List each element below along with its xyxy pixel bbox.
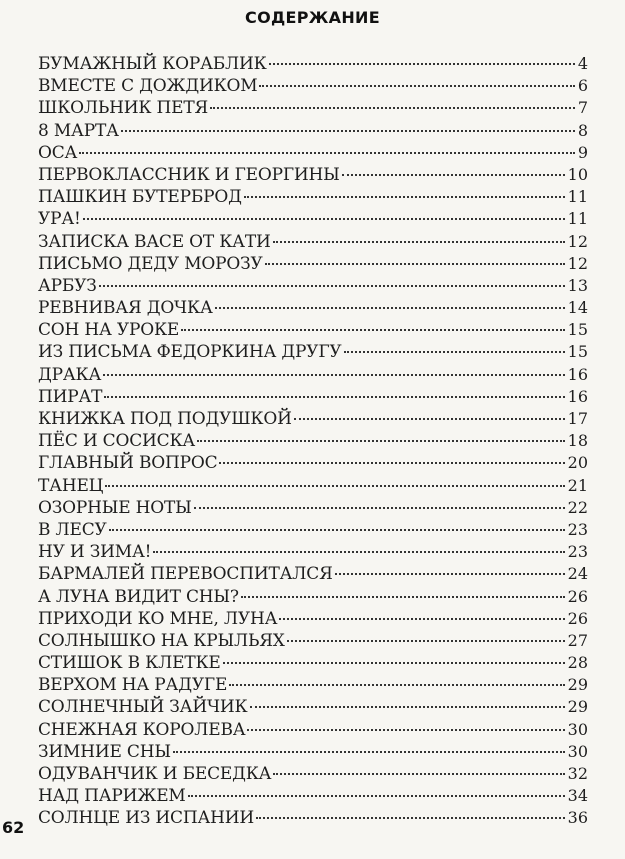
toc-entry-page: 26 (567, 608, 588, 628)
toc-entry-page: 26 (567, 586, 588, 606)
dot-leader (244, 196, 565, 198)
toc-entry-title: СОЛНЦЕ ИЗ ИСПАНИИ (38, 808, 255, 829)
dot-leader (250, 706, 565, 708)
contents-heading: СОДЕРЖАНИЕ (245, 8, 380, 27)
toc-entry (38, 807, 588, 829)
toc-entry-title: ЗИМНИЕ СНЫ (38, 741, 171, 762)
toc-entry-title: УРА! (38, 209, 81, 230)
dot-leader (287, 640, 565, 642)
toc-entry (38, 386, 588, 408)
toc-entry-page: 21 (567, 475, 588, 495)
dot-leader (223, 662, 565, 664)
dot-leader (215, 307, 565, 309)
dot-leader (210, 107, 575, 109)
toc-entry-title: ОСА (38, 142, 78, 163)
toc-entry-title: ИЗ ПИСЬМА ФЕДОРКИНА ДРУГУ (38, 342, 342, 363)
toc-entry-title: НАД ПАРИЖЕМ (38, 786, 186, 807)
dot-leader (188, 795, 565, 797)
toc-entry-page: 22 (567, 497, 588, 517)
toc-entry-title: ДРАКА (38, 364, 102, 385)
toc-entry-page: 23 (567, 542, 588, 562)
toc-entry-page: 15 (567, 320, 588, 340)
toc-entry-page: 7 (577, 98, 588, 118)
dot-leader (259, 85, 574, 87)
toc-entry-title: СОЛНЫШКО НА КРЫЛЬЯХ (38, 630, 285, 651)
dot-leader (247, 729, 564, 731)
toc-entry-page: 16 (567, 386, 588, 406)
dot-leader (344, 351, 565, 353)
toc-entry-page: 18 (567, 431, 588, 451)
toc-entry-title: НУ И ЗИМА! (38, 542, 152, 563)
toc-entry-page: 28 (567, 653, 588, 673)
toc-entry (38, 586, 588, 608)
toc-entry (38, 97, 588, 119)
toc-entry (38, 652, 588, 674)
dot-leader (181, 329, 565, 331)
toc-entry (38, 75, 588, 97)
toc-entry (38, 674, 588, 696)
dot-leader (173, 751, 565, 753)
toc-entry (38, 763, 588, 785)
toc-entry-title: БАРМАЛЕЙ ПЕРЕВОСПИТАЛСЯ (38, 564, 333, 585)
toc-entry-title: ПЕРВОКЛАССНИК И ГЕОРГИНЫ (38, 164, 340, 185)
toc-entry-title: ЗАПИСКА ВАСЕ ОТ КАТИ (38, 231, 271, 252)
dot-leader (197, 440, 565, 442)
dot-leader (109, 529, 565, 531)
toc-entry-title: СОЛНЕЧНЫЙ ЗАЙЧИК (38, 697, 248, 718)
toc-entry-page: 4 (577, 54, 588, 73)
toc-entry-page: 17 (567, 409, 588, 428)
dot-leader (241, 596, 565, 598)
toc-entry-page: 30 (567, 719, 588, 739)
toc-entry-page: 10 (567, 164, 588, 184)
toc-entry-title: В ЛЕСУ (38, 519, 107, 540)
toc-entry-title: ОДУВАНЧИК И БЕСЕДКА (38, 764, 272, 784)
toc-entry-page: 16 (567, 364, 588, 384)
dot-leader (83, 218, 565, 220)
toc-entry-page: 29 (567, 675, 588, 695)
toc-entry-page: 11 (567, 187, 588, 207)
toc-entry-page: 24 (567, 564, 588, 584)
dot-leader (105, 485, 564, 487)
toc-entry-page: 20 (567, 453, 588, 473)
toc-entry-title: КНИЖКА ПОД ПОДУШКОЙ (38, 409, 292, 429)
toc-entry-title: СТИШОК В КЛЕТКЕ (38, 653, 221, 674)
dot-leader (121, 130, 575, 132)
toc-entry-page: 9 (577, 142, 588, 162)
toc-entry-page: 32 (567, 764, 588, 783)
toc-entry-page: 6 (577, 76, 588, 96)
toc-entry (38, 142, 588, 164)
toc-entry (38, 696, 588, 718)
toc-entry-title: ГЛАВНЫЙ ВОПРОС (38, 453, 218, 474)
page-number: 62 (2, 818, 25, 837)
dot-leader (256, 817, 565, 819)
toc-entry-page: 34 (567, 786, 588, 806)
dot-leader (265, 263, 565, 265)
toc-entry (38, 475, 588, 497)
toc-entry (38, 297, 588, 319)
toc-entry-page: 27 (567, 630, 588, 650)
toc-entry (38, 120, 588, 142)
toc-entry (38, 164, 588, 186)
dot-leader (103, 374, 564, 376)
toc-entry-title: ПРИХОДИ КО МНЕ, ЛУНА (38, 608, 278, 629)
toc-entry-title: СОН НА УРОКЕ (38, 320, 180, 341)
toc-entry-page: 29 (567, 697, 588, 717)
table-of-contents (38, 53, 588, 830)
toc-entry-title: ТАНЕЦ (38, 475, 104, 496)
toc-entry (38, 497, 588, 519)
dot-leader (104, 396, 564, 398)
toc-entry (38, 275, 588, 297)
toc-entry (38, 253, 588, 275)
toc-entry-title: ПЁС И СОСИСКА (38, 431, 196, 452)
toc-entry-title: 8 МАРТА (38, 120, 119, 141)
dot-leader (273, 241, 565, 243)
toc-entry (38, 608, 588, 630)
toc-entry-title: ОЗОРНЫЕ НОТЫ (38, 497, 192, 518)
dot-leader (273, 773, 564, 775)
toc-entry-page: 15 (567, 342, 588, 362)
toc-entry (38, 430, 588, 452)
toc-entry (38, 630, 588, 652)
toc-entry (38, 452, 588, 474)
toc-entry-page: 12 (567, 231, 588, 251)
dot-leader (335, 573, 565, 575)
toc-entry-title: ПИСЬМО ДЕДУ МОРОЗУ (38, 253, 263, 274)
dot-leader (99, 285, 565, 287)
toc-entry-title: СНЕЖНАЯ КОРОЛЕВА (38, 719, 246, 740)
toc-entry (38, 785, 588, 807)
toc-entry (38, 519, 588, 541)
toc-entry (38, 53, 588, 75)
dot-leader (342, 174, 565, 176)
toc-entry-title: ПИРАТ (38, 386, 103, 407)
toc-entry-page: 8 (577, 120, 588, 140)
dot-leader (194, 507, 565, 509)
toc-entry (38, 231, 588, 253)
toc-entry-page: 23 (567, 519, 588, 539)
dot-leader (294, 418, 565, 420)
toc-entry (38, 341, 588, 363)
dot-leader (219, 462, 564, 464)
dot-leader (153, 551, 564, 553)
toc-entry (38, 719, 588, 741)
toc-entry-title: ШКОЛЬНИК ПЕТЯ (38, 98, 209, 119)
toc-entry-title: ВМЕСТЕ С ДОЖДИКОМ (38, 76, 258, 97)
toc-entry-title: БУМАЖНЫЙ КОРАБЛИК (38, 54, 267, 74)
toc-entry-title: АРБУЗ (38, 275, 97, 296)
toc-entry (38, 563, 588, 585)
toc-entry-page: 14 (567, 298, 588, 318)
toc-entry-page: 11 (567, 209, 588, 229)
toc-entry (38, 541, 588, 563)
dot-leader (229, 684, 564, 686)
toc-entry (38, 319, 588, 341)
toc-entry-title: РЕВНИВАЯ ДОЧКА (38, 298, 213, 319)
dot-leader (269, 63, 575, 65)
toc-entry (38, 364, 588, 386)
toc-entry-page: 13 (567, 275, 588, 295)
toc-entry (38, 408, 588, 430)
toc-entry-title: ПАШКИН БУТЕРБРОД (38, 187, 242, 208)
toc-entry-page: 30 (567, 741, 588, 761)
toc-entry-title: А ЛУНА ВИДИТ СНЫ? (38, 586, 239, 607)
toc-entry-title: ВЕРХОМ НА РАДУГЕ (38, 675, 228, 696)
toc-entry (38, 186, 588, 208)
toc-entry (38, 741, 588, 763)
toc-entry (38, 208, 588, 230)
dot-leader (279, 618, 564, 620)
dot-leader (79, 152, 575, 154)
toc-entry-page: 36 (567, 808, 588, 828)
toc-entry-page: 12 (567, 253, 588, 273)
